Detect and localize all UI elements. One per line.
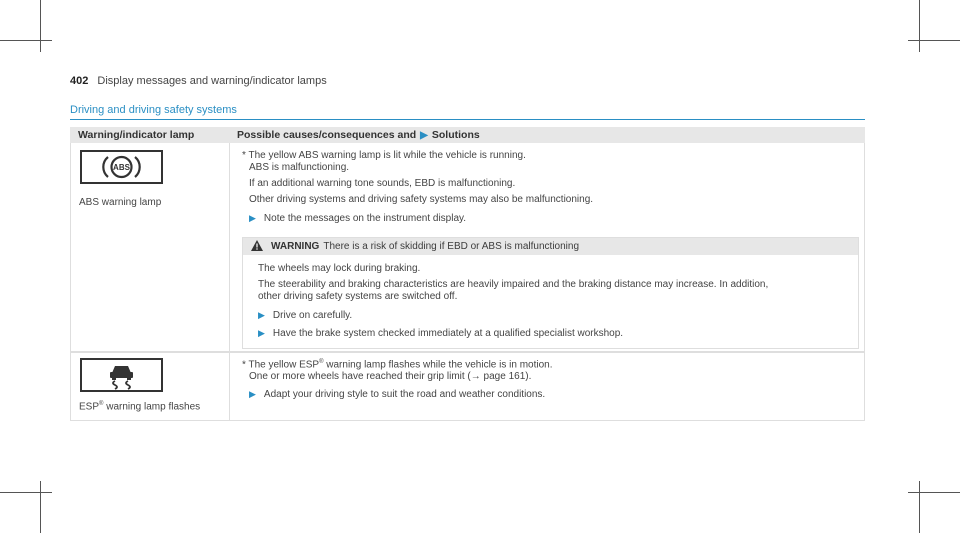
section-title: Driving and driving safety systems [70,104,237,116]
warning-box: WARNING There is a risk of skidding if EBD or ABS is malfunctioning The wheels may lock during braking. The steerability and braking characteristics are heavily impaired and the braking distance may increase. In addition, other driving safety systems are switched off. ▶ Drive on carefully. ▶ Have the brake system checked immediately at a qualified specialist workshop. [242,237,859,349]
crop-mark [40,481,41,533]
warning-header: WARNING There is a risk of skidding if EBD or ABS is malfunctioning [243,238,858,255]
page-header [70,75,327,87]
step-arrow-icon: ▶ [249,389,256,399]
warning-label: WARNING [271,241,320,252]
step-arrow-icon: ▶ [258,310,265,320]
crop-mark [919,481,920,533]
table-header [70,127,865,143]
crop-mark [0,492,52,493]
crop-mark [908,492,960,493]
page-number: 402 [70,75,89,87]
column-header-lamp: Warning/indicator lamp [78,129,195,141]
step-item: ▶ Note the messages on the instrument display. [249,213,467,224]
warning-triangle-icon [251,240,263,254]
svg-text:ABS: ABS [113,163,130,172]
step-arrow-icon: ▶ [258,328,265,338]
column-header-causes: Possible causes/consequences and ▶ Solutions [237,129,480,141]
crop-mark [919,0,920,52]
abs-lamp-caption: ABS warning lamp [79,197,162,208]
step-item: ▶ Adapt your driving style to suit the road and weather conditions. [249,389,546,400]
table-row-esp: ESP® warning lamp flashes * The yellow ESP® warning lamp flashes while the vehicle is in motion. One or more wheels have reached their grip limit (→ page 161). ▶ Adapt your driving style to suit the road and weather conditions. [70,352,865,421]
page-reference[interactable]: One or more wheels have reached their grip limit (→ page 161). [249,371,532,382]
step-arrow-icon: ▶ [249,213,256,223]
section-divider [70,119,865,120]
step-item: ▶ Have the brake system checked immediately at a qualified specialist workshop. [258,328,624,339]
lamp-table [70,127,865,419]
crop-mark [908,40,960,41]
crop-mark [0,40,52,41]
arrow-right-icon: ▶ [420,129,428,141]
abs-lamp-icon [80,150,163,184]
esp-skid-icon [80,358,163,392]
esp-lamp-caption: ESP® warning lamp flashes [79,401,201,413]
table-row-abs: ABS ABS warning lamp * The yellow ABS warning lamp is lit while the vehicle is running. ABS is malfunctioning. If an additional warning tone sounds, EBD is malfunctioning. Other driving systems and driving safety systems may also be malfunctioning. ▶ Note the messages on the instrument display. WARNING There is a risk of skidding if EBD or ABS is malfunctioning The wheels may lock during braking. The steerability and braking characteristics are heavily impaired and the braking distance may increase. In addition, other driving safety systems are switched off. ▶ Drive on carefully. ▶ Have the brake system checked immediately at a qualified specialist workshop. [70,143,865,352]
page-title: Display messages and warning/indicator lamps [97,75,327,87]
crop-mark [40,0,41,52]
step-item: ▶ Drive on carefully. [258,310,353,321]
